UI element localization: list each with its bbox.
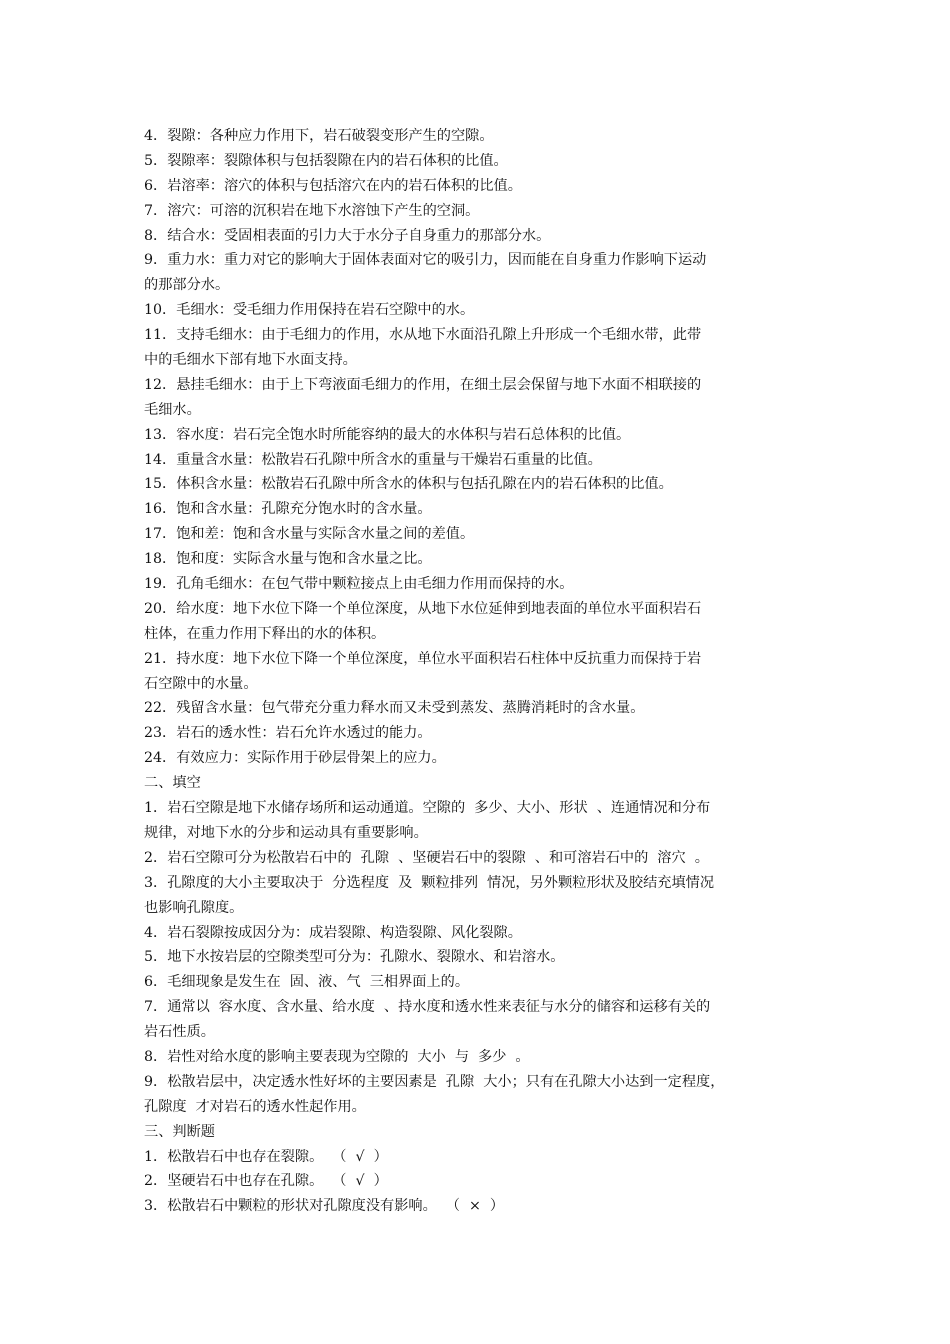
document-body	[144, 124, 816, 1219]
text-line: 二、填空	[144, 775, 201, 792]
text-line: 1．岩石空隙是地下水储存场所和运动通道。空隙的 多少、大小、形状 、连通情况和分布	[144, 800, 711, 817]
text-line: 7．通常以 容水度、含水量、给水度 、持水度和透水性来表征与水分的储容和运移有关的	[144, 999, 711, 1016]
text-line: 16．饱和含水量：孔隙充分饱水时的含水量。	[144, 501, 432, 518]
text-line: 的那部分水。	[144, 277, 230, 294]
text-line: 15．体积含水量：松散岩石孔隙中所含水的体积与包括孔隙在内的岩石体积的比值。	[144, 476, 673, 493]
text-line: 12．悬挂毛细水：由于上下弯液面毛细力的作用，在细土层会保留与地下水面不相联接的	[144, 376, 702, 393]
text-line: 6．毛细现象是发生在 固、液、气 三相界面上的。	[144, 974, 470, 991]
text-line: 13．容水度：岩石完全饱水时所能容纳的最大的水体积与岩石总体积的比值。	[144, 426, 631, 443]
text-line: 7．溶穴：可溶的沉积岩在地下水溶蚀下产生的空洞。	[144, 202, 480, 219]
text-line: 2．坚硬岩石中也存在孔隙。 （ √ ）	[144, 1173, 388, 1190]
text-line: 5．地下水按岩层的空隙类型可分为：孔隙水、裂隙水、和岩溶水。	[144, 949, 565, 966]
text-line: 24．有效应力：实际作用于砂层骨架上的应力。	[144, 750, 446, 767]
text-line: 孔隙度 才对岩石的透水性起作用。	[144, 1098, 366, 1115]
text-line: 14．重量含水量：松散岩石孔隙中所含水的重量与干燥岩石重量的比值。	[144, 451, 602, 468]
text-line: 岩石性质。	[144, 1024, 215, 1041]
text-line: 6．岩溶率：溶穴的体积与包括溶穴在内的岩石体积的比值。	[144, 177, 522, 194]
text-line: 9．重力水：重力对它的影响大于固体表面对它的吸引力，因而能在自身重力作影响下运动	[144, 252, 707, 269]
text-line: 22．残留含水量：包气带充分重力释水而又未受到蒸发、蒸腾消耗时的含水量。	[144, 700, 645, 717]
text-line: 柱体，在重力作用下释出的水的体积。	[144, 625, 386, 642]
text-line: 10．毛细水：受毛细力作用保持在岩石空隙中的水。	[144, 302, 475, 319]
text-line: 1．松散岩石中也存在裂隙。 （ √ ）	[144, 1148, 388, 1165]
text-line: 21．持水度：地下水位下降一个单位深度，单位水平面积岩石柱体中反抗重力而保持于岩	[144, 650, 702, 667]
text-line: 中的毛细水下部有地下水面支持。	[144, 352, 357, 369]
text-line: 19．孔角毛细水：在包气带中颗粒接点上由毛细力作用而保持的水。	[144, 576, 574, 593]
text-line: 9．松散岩层中，决定透水性好坏的主要因素是 孔隙 大小；只有在孔隙大小达到一定程度，	[144, 1073, 725, 1090]
text-line: 11．支持毛细水：由于毛细力的作用，水从地下水面沿孔隙上升形成一个毛细水带，此带	[144, 327, 702, 344]
text-line: 18．饱和度：实际含水量与饱和含水量之比。	[144, 551, 432, 568]
text-line: 8．岩性对给水度的影响主要表现为空隙的 大小 与 多少 。	[144, 1048, 530, 1065]
text-line: 8．结合水：受固相表面的引力大于水分子自身重力的那部分水。	[144, 227, 551, 244]
text-line: 20．给水度：地下水位下降一个单位深度，从地下水位延伸到地表面的单位水平面积岩石	[144, 600, 702, 617]
text-line: 4．岩石裂隙按成因分为：成岩裂隙、构造裂隙、风化裂隙。	[144, 924, 522, 941]
text-line: 也影响孔隙度。	[144, 899, 244, 916]
text-line: 2．岩石空隙可分为松散岩石中的 孔隙 、坚硬岩石中的裂隙 、和可溶岩石中的 溶穴 。	[144, 849, 709, 866]
text-line: 规律，对地下水的分步和运动具有重要影响。	[144, 824, 428, 841]
text-line: 3．松散岩石中颗粒的形状对孔隙度没有影响。 （ × ）	[144, 1198, 505, 1215]
text-line: 三、判断题	[144, 1123, 215, 1140]
text-line: 17．饱和差：饱和含水量与实际含水量之间的差值。	[144, 526, 475, 543]
text-line: 5．裂隙率：裂隙体积与包括裂隙在内的岩石体积的比值。	[144, 152, 508, 169]
text-line: 23．岩石的透水性：岩石允许水透过的能力。	[144, 725, 432, 742]
text-line: 4．裂隙：各种应力作用下，岩石破裂变形产生的空隙。	[144, 128, 494, 144]
text-line: 石空隙中的水量。	[144, 675, 258, 692]
text-line: 3．孔隙度的大小主要取决于 分选程度 及 颗粒排列 情况，另外颗粒形状及胶结充填情况	[144, 874, 715, 891]
text-line: 毛细水。	[144, 401, 201, 418]
